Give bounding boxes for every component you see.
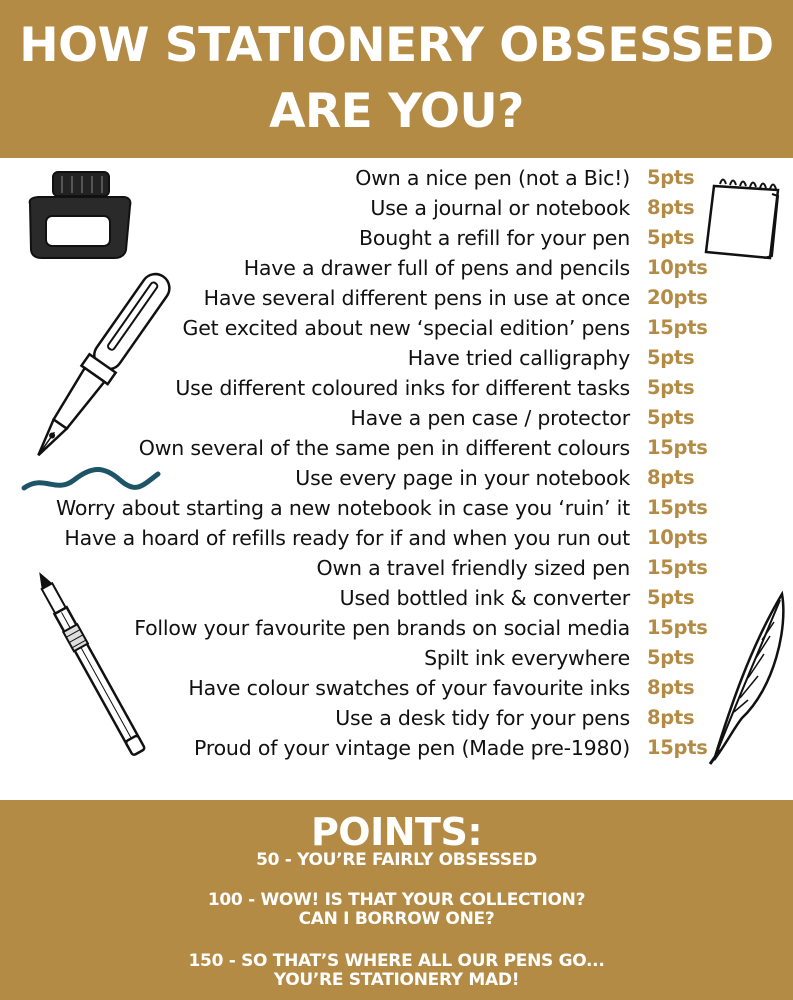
list-item-points: 8pts	[647, 706, 695, 729]
list-item-points: 8pts	[647, 196, 695, 219]
list-item	[0, 403, 793, 433]
list-item-text: Have several different pens in use at once	[203, 286, 630, 310]
list-item-text: Use every page in your notebook	[295, 466, 630, 490]
list-item-text: Bought a refill for your pen	[359, 226, 630, 250]
list-item-points: 8pts	[647, 466, 695, 489]
list-item	[0, 703, 793, 733]
list-item	[0, 193, 793, 223]
list-item-text: Use different coloured inks for different tasks	[175, 376, 630, 400]
list-item-points: 10pts	[647, 256, 708, 279]
header-banner	[0, 0, 793, 158]
list-item-text: Use a journal or notebook	[370, 196, 630, 220]
list-item	[0, 643, 793, 673]
list-item	[0, 613, 793, 643]
list-item	[0, 373, 793, 403]
page-title-line-1: HOW STATIONERY OBSESSED	[19, 18, 774, 73]
list-item-points: 15pts	[647, 436, 708, 459]
list-item-text: Have tried calligraphy	[407, 346, 630, 370]
list-item-text: Own a nice pen (not a Bic!)	[355, 166, 630, 190]
list-item-points: 15pts	[647, 316, 708, 339]
list-item-points: 15pts	[647, 556, 708, 579]
list-item-points: 8pts	[647, 676, 695, 699]
list-item-text: Own several of the same pen in different colours	[138, 436, 630, 460]
list-item	[0, 313, 793, 343]
list-item-text: Have colour swatches of your favourite inks	[188, 676, 630, 700]
list-item-text: Have a hoard of refills ready for if and when you run out	[64, 526, 630, 550]
list-item-text: Used bottled ink & converter	[339, 586, 630, 610]
list-item-points: 10pts	[647, 526, 708, 549]
list-item-text: Spilt ink everywhere	[424, 646, 630, 670]
score-list	[0, 163, 793, 793]
list-item-text: Own a travel friendly sized pen	[316, 556, 630, 580]
score-100-text-line-2: CAN I BORROW ONE?	[298, 909, 495, 929]
page-title-line-2: ARE YOU?	[269, 84, 524, 139]
points-banner	[0, 800, 793, 1000]
points-title: POINTS:	[310, 810, 483, 854]
list-item	[0, 253, 793, 283]
list-item	[0, 343, 793, 373]
list-item	[0, 583, 793, 613]
list-item	[0, 493, 793, 523]
list-item-points: 15pts	[647, 496, 708, 519]
list-item-text: Have a drawer full of pens and pencils	[243, 256, 630, 280]
score-50-text: 50 - YOU’RE FAIRLY OBSESSED	[256, 850, 537, 870]
list-item-points: 5pts	[647, 646, 695, 669]
list-item-text: Proud of your vintage pen (Made pre-1980)	[194, 736, 630, 760]
list-item	[0, 553, 793, 583]
list-item	[0, 673, 793, 703]
list-item-points: 5pts	[647, 226, 695, 249]
list-item-text: Have a pen case / protector	[350, 406, 630, 430]
list-item-points: 5pts	[647, 406, 695, 429]
score-150-text-line-2: YOU’RE STATIONERY MAD!	[273, 970, 520, 990]
list-item	[0, 463, 793, 493]
list-item	[0, 223, 793, 253]
list-item-points: 5pts	[647, 376, 695, 399]
list-item-points: 5pts	[647, 586, 695, 609]
list-item-points: 15pts	[647, 616, 708, 639]
list-item	[0, 433, 793, 463]
list-item	[0, 523, 793, 553]
list-item-text: Worry about starting a new notebook in case you ‘ruin’ it	[55, 496, 630, 520]
list-item-points: 15pts	[647, 736, 708, 759]
list-item-text: Get excited about new ‘special edition’ pens	[182, 316, 630, 340]
list-item-points: 5pts	[647, 346, 695, 369]
list-item	[0, 163, 793, 193]
list-item-points: 20pts	[647, 286, 708, 309]
score-100-text-line-1: 100 - WOW! IS THAT YOUR COLLECTION?	[207, 890, 586, 910]
list-item-points: 5pts	[647, 166, 695, 189]
list-item-text: Follow your favourite pen brands on social media	[134, 616, 630, 640]
list-item	[0, 283, 793, 313]
list-item	[0, 733, 793, 763]
score-150-text-line-1: 150 - SO THAT’S WHERE ALL OUR PENS GO...	[188, 951, 605, 971]
list-item-text: Use a desk tidy for your pens	[335, 706, 630, 730]
